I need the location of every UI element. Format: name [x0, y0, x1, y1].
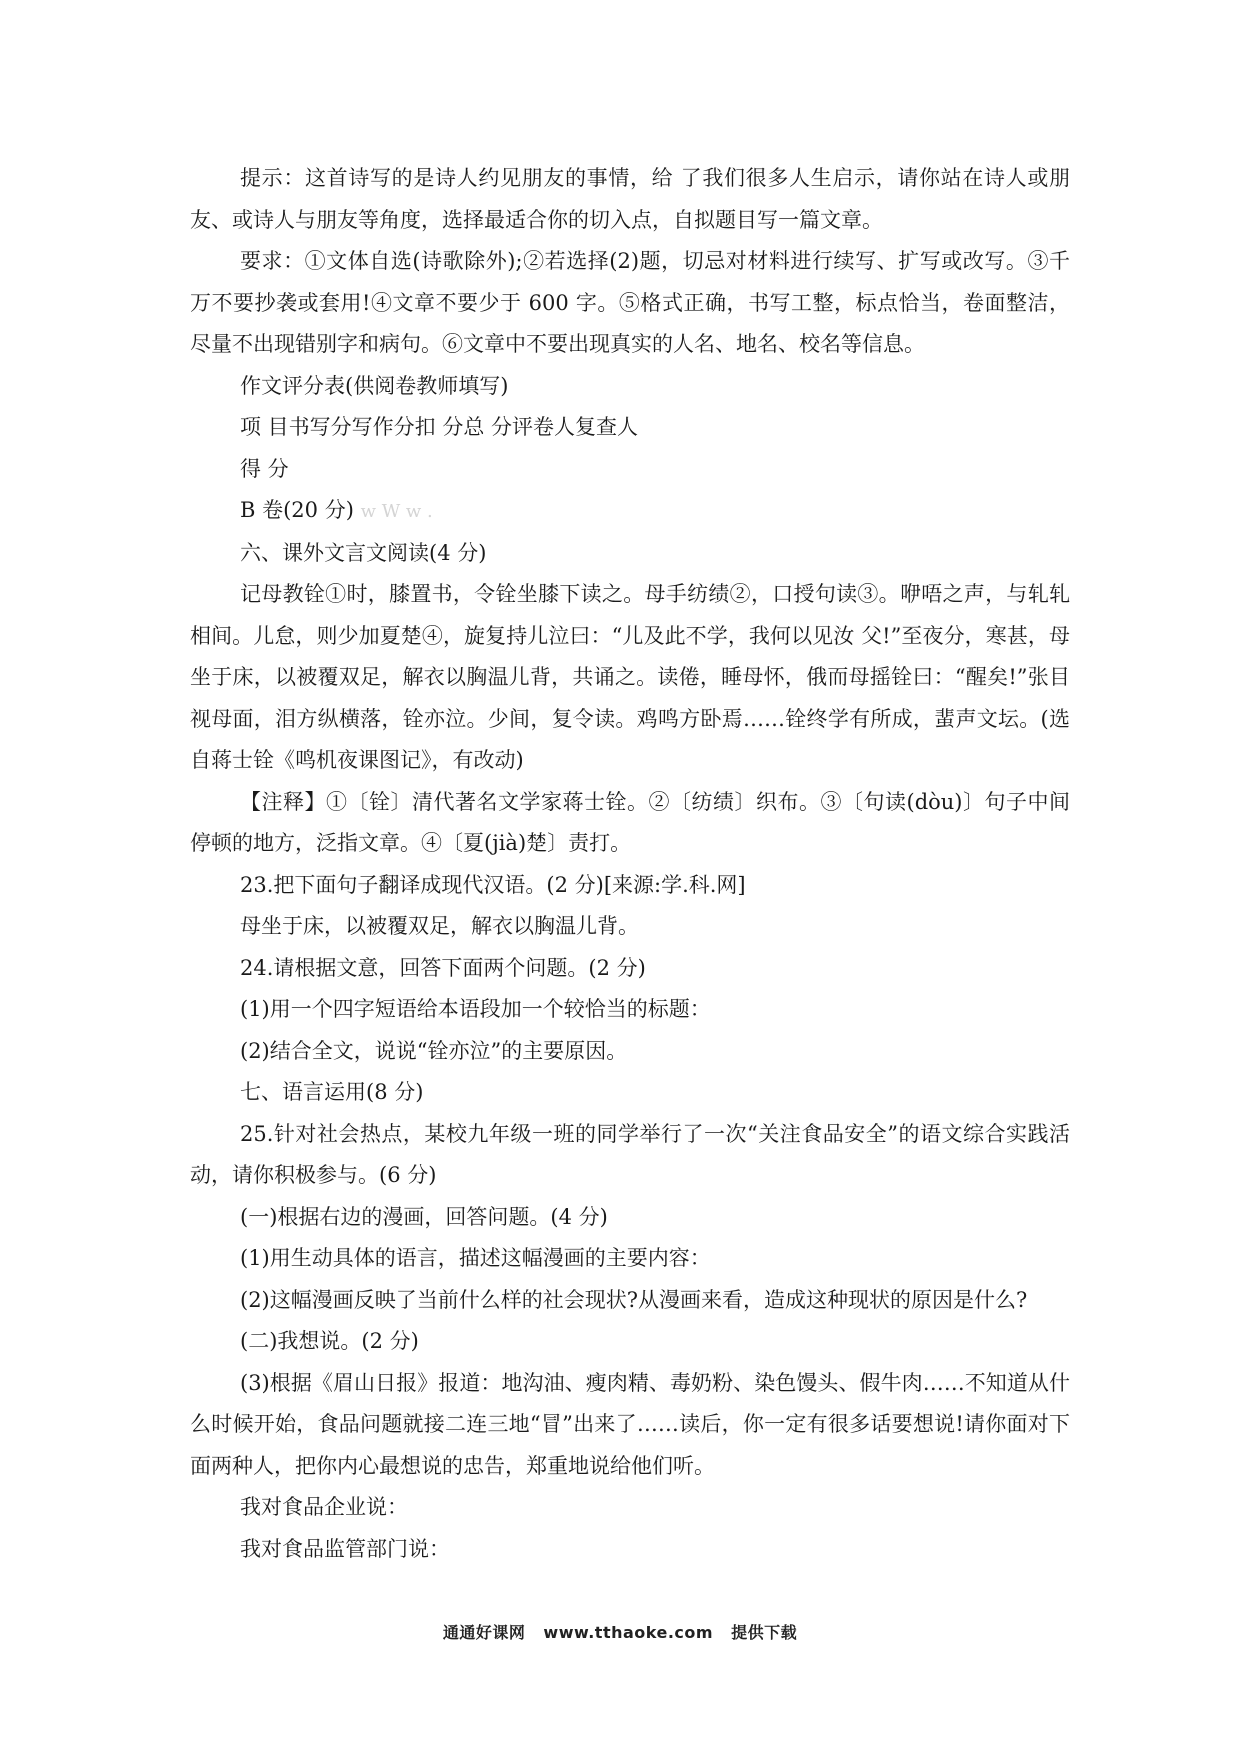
question-25-3: (3)根据《眉山日报》报道：地沟油、瘦肉精、毒奶粉、染色馒头、假牛肉……不知道从什么时候开始，食品问题就接二连三地“冒”出来了……读后，你一定有很多话要想说!请你面对下面两种人，把你内心最想说的忠告，郑重地说给他们听。: [190, 1370, 1070, 1478]
footer-suffix: 提供下载: [731, 1623, 798, 1642]
score-table-header: 项 目书写分写作分扣 分总 分评卷人复查人: [240, 415, 639, 439]
footer-site-name: 通通好课网: [442, 1623, 526, 1642]
page-footer: [0, 1620, 1240, 1643]
section-7-title: 七、语言运用(8 分): [240, 1080, 424, 1104]
answer-line-regulator: 我对食品监管部门说：: [240, 1536, 450, 1561]
score-table-row: 得 分: [240, 456, 289, 481]
answer-line-enterprise: 我对食品企业说：: [240, 1495, 408, 1519]
annotation-notes: 【注释】①〔铨〕清代著名文学家蒋士铨。②〔纺绩〕织布。③〔句读(dòu)〕句子中间停顿的地方，泛指文章。④〔夏(jià)楚〕责打。: [190, 789, 1070, 855]
footer-url[interactable]: www.tthaoke.com: [543, 1623, 714, 1642]
writing-hint: 提示：这首诗写的是诗人约见朋友的事情，给 了我们很多人生启示，请你站在诗人或朋友、或诗人与朋友等角度，选择最适合你的切入点，自拟题目写一篇文章。: [190, 166, 1070, 232]
question-25: 25.针对社会热点，某校九年级一班的同学举行了一次“关注食品安全”的语文综合实践活动，请你积极参与。(6 分): [190, 1121, 1070, 1187]
watermark-text: w W w .: [360, 501, 433, 522]
question-23: 23.把下面句子翻译成现代汉语。(2 分)[来源:学.科.网]: [240, 872, 746, 897]
writing-requirements: 要求：①文体自选(诗歌除外);②若选择(2)题，切忌对材料进行续写、扩写或改写。③千万不要抄袭或套用!④文章不要少于 600 字。⑤格式正确，书写工整，标点恰当，卷面整洁，尽量不出现错别字和病句。⑥文章中不要出现真实的人名、地名、校名等信息。: [190, 249, 1070, 356]
question-23-sentence: 母坐于床，以被覆双足，解衣以胸温儿背。: [240, 914, 639, 938]
document-body: [190, 158, 1070, 1570]
question-24-2: (2)结合全文，说说“铨亦泣”的主要原因。: [240, 1038, 628, 1063]
question-24-1: (1)用一个四字短语给本语段加一个较恰当的标题：: [240, 997, 711, 1021]
question-25-1: (1)用生动具体的语言，描述这幅漫画的主要内容：: [240, 1246, 711, 1270]
score-table-title: 作文评分表(供阅卷教师填写): [240, 373, 509, 398]
section-6-title: 六、课外文言文阅读(4 分): [240, 540, 487, 565]
question-25-part-2: (二)我想说。(2 分): [240, 1329, 419, 1353]
question-25-2: (2)这幅漫画反映了当前什么样的社会现状?从漫画来看，造成这种现状的原因是什么?: [240, 1287, 1028, 1312]
section-b-label: B 卷(20 分): [240, 498, 354, 522]
question-24: 24.请根据文意，回答下面两个问题。(2 分): [240, 955, 646, 980]
section-b-heading: [190, 490, 1070, 533]
question-25-part-1: (一)根据右边的漫画，回答问题。(4 分): [240, 1204, 608, 1229]
classical-text: 记母教铨①时，膝置书，令铨坐膝下读之。母手纺绩②，口授句读③。咿唔之声，与轧轧相间。儿怠，则少加夏楚④，旋复持儿泣曰：“儿及此不学，我何以见汝 父!”至夜分，寒甚，母坐于床，以被覆双足，解衣以胸温儿背，共诵之。读倦，睡母怀，俄而母摇铨曰：“醒矣!”张目视母面，泪方纵横落，铨亦泣。少间，复令读。鸡鸣方卧焉……铨终学有所成，蜚声文坛。(选自蒋士铨《鸣机夜课图记》，有改动): [190, 582, 1070, 772]
